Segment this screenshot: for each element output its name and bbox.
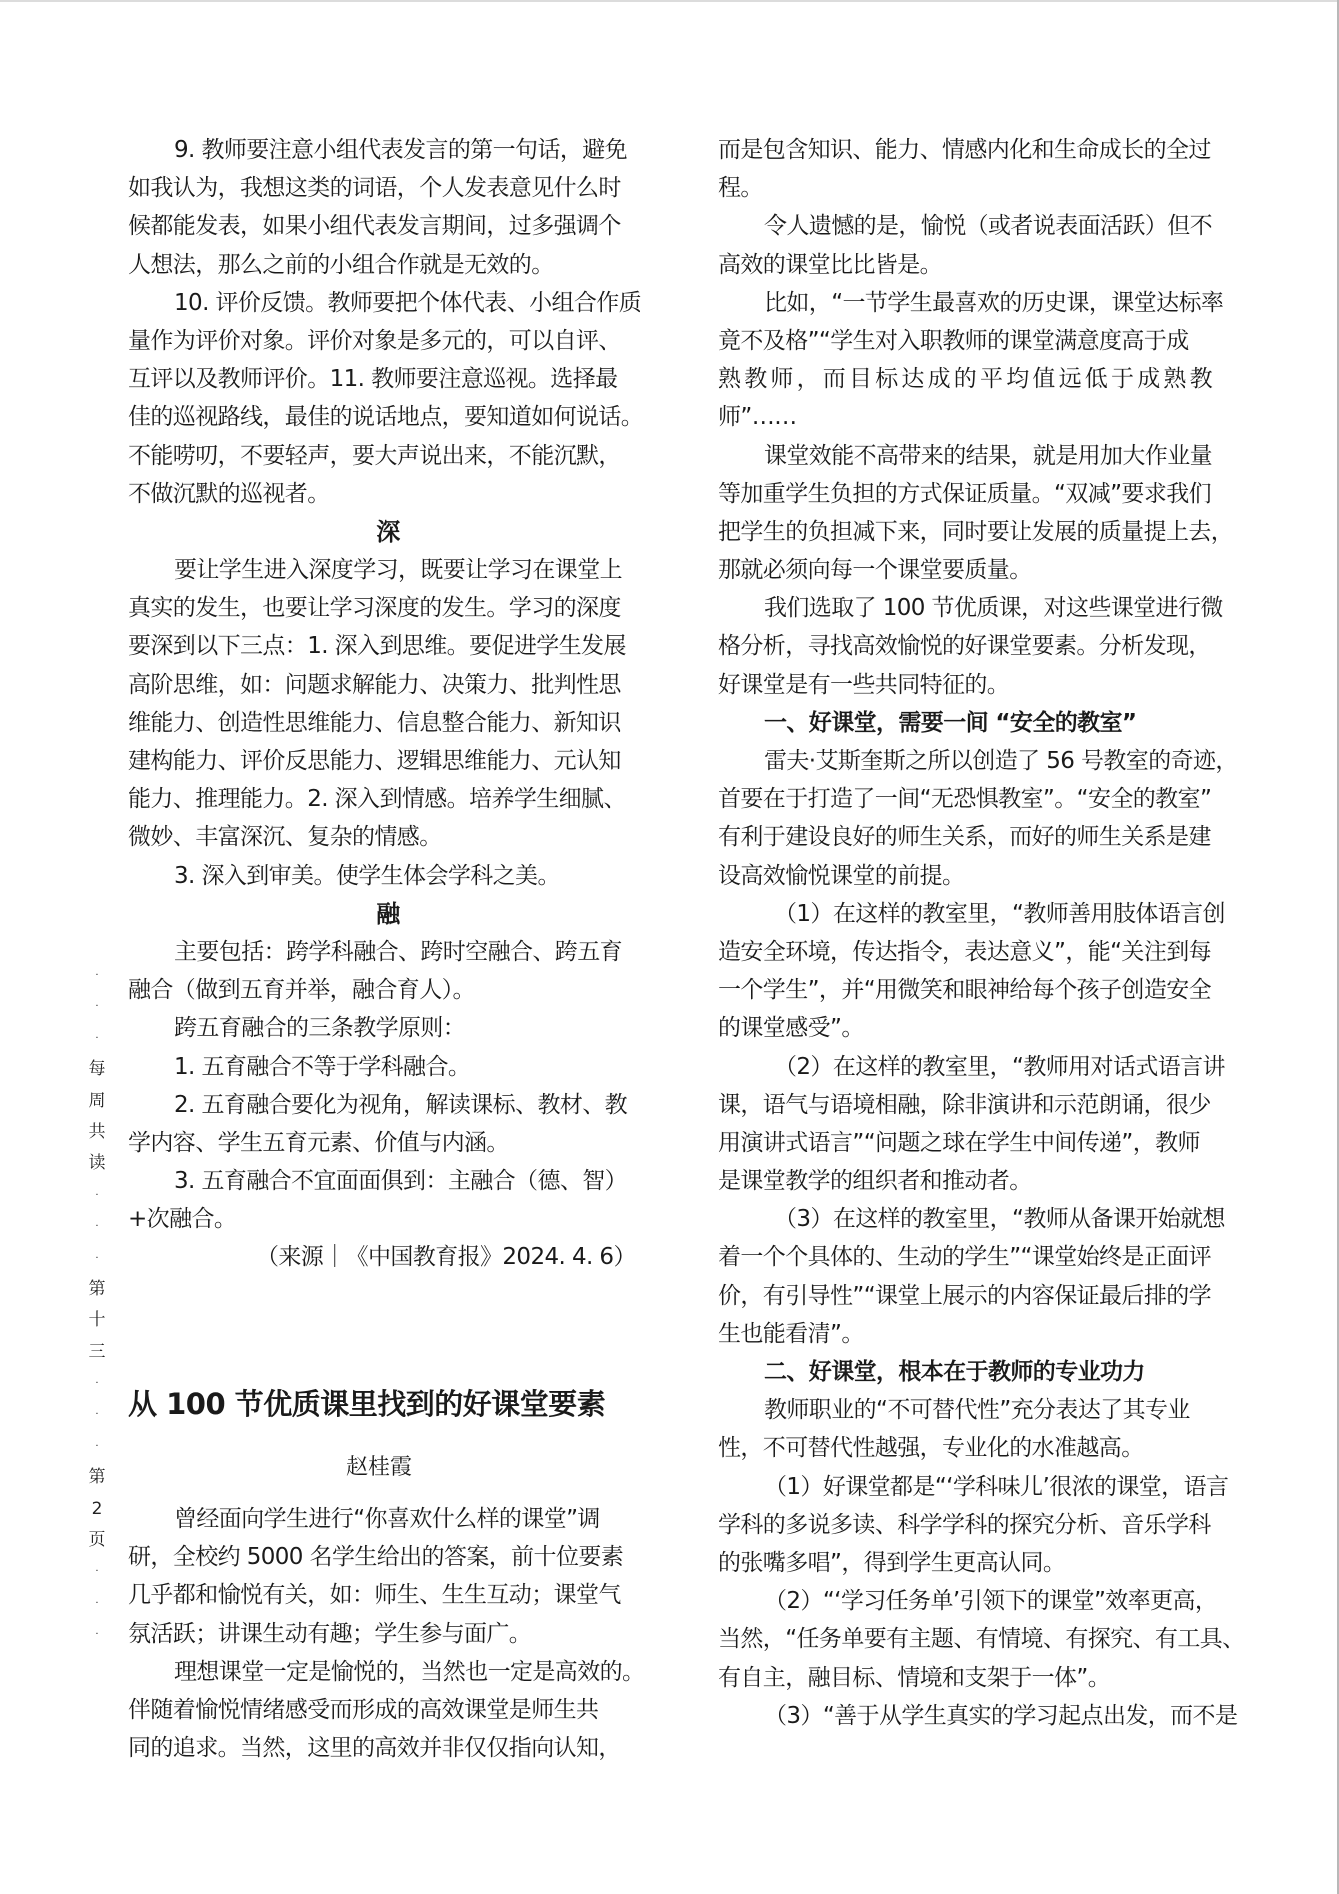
paragraph-survey [128,1500,648,1653]
paragraph-ideal-classroom [128,1653,648,1768]
text-line: 课，语气与语境相融，除非演讲和示范朗诵，很少 [718,1091,1211,1118]
text-line: 着一个个具体的、生动的学生”“课堂始终是正面评 [718,1244,1212,1271]
text-line: 我们选取了 100 节优质课，对这些课堂进行微 [764,595,1223,622]
section-heading-professional-skill: 二、好课堂，根本在于教师的专业功力 [764,1359,1145,1385]
text-line: 几乎都和愉悦有关，如：师生、生生互动；课堂气 [128,1582,621,1609]
text-line: 等加重学生负担的方式保证质量。“双减”要求我们 [718,480,1212,507]
text-line: 伴随着愉悦情绪感受而形成的高效课堂是师生共 [128,1696,599,1723]
text-line: 要深到以下三点：1. 深入到思维。要促进学生发展 [128,633,626,660]
text-line: 好课堂是有一些共同特征的。 [718,671,1010,698]
text-line: 曾经面向学生进行“你喜欢什么样的课堂”调 [174,1506,600,1532]
sidebar-dot: · [95,1378,99,1390]
text-line: 互评以及教师评价。11. 教师要注意巡视。选择最 [128,366,618,393]
text-line: 同的追求。当然，这里的高效并非仅仅指向认知， [128,1735,621,1762]
text-line: 价，有引导性”“课堂上展示的内容保证最后排的学 [718,1282,1212,1309]
text-line: 真实的发生，也要让学习深度的发生。学习的深度 [128,595,621,622]
paragraph-integration [128,933,648,1009]
text-line: 融合（做到五育并举，融合育人）。 [128,977,475,1004]
text-line: 设高效愉悦课堂的前提。 [718,862,965,889]
text-line: 理想课堂一定是愉悦的，当然也一定是高效的。 [174,1658,645,1685]
sub-item-2 [718,1582,1253,1697]
text-line: 造安全环境，传达指令，表达意义”，能“关注到每 [718,938,1212,965]
principle-3 [128,1162,648,1238]
text-line: 的课堂感受”。 [718,1015,864,1042]
paragraph-result [718,437,1253,590]
text-line: 不做沉默的巡视者。 [128,480,330,507]
sub-item-3 [718,1697,1253,1735]
paragraph-item-10-11 [128,284,648,513]
sidebar-dot: · [95,1629,99,1641]
sidebar-char: 十 [88,1310,106,1331]
text-line: 令人遗憾的是，愉悦（或者说表面活跃）但不 [764,213,1213,240]
text-line: 维能力、创造性思维能力、信息整合能力、新知识 [128,709,621,736]
paragraph-selection [718,589,1253,704]
text-line: 性，不可替代性越强，专业化的水准越高。 [718,1435,1144,1462]
paragraph-aesthetics: 3. 深入到审美。使学生体会学科之美。 [174,862,560,889]
sidebar-char: 页 [88,1530,106,1551]
section-heading-safe-classroom: 一、好课堂，需要一间 “安全的教室” [764,709,1137,736]
text-line: 高阶思维，如：问题求解能力、决策力、批判性思 [128,671,621,698]
sidebar-char: 每 [88,1059,106,1080]
text-line: 课堂效能不高带来的结果，就是用加大作业量 [764,442,1213,469]
sidebar-dot: · [95,970,99,981]
text-line: 用演讲式语言”“问题之球在学生中间传递”，教师 [718,1129,1200,1156]
sidebar-dot: · [95,1252,99,1264]
text-line: 而是包含知识、能力、情感内化和生命成长的全过 [718,137,1211,163]
text-line: 生也能看清”。 [718,1320,864,1347]
paragraph-regret [718,207,1253,283]
text-line: 10. 评价反馈。教师要把个体代表、小组合作质 [174,289,642,316]
text-line: 研，全校约 5000 名学生给出的答案，前十位要素 [128,1544,624,1571]
text-line: 格分析，寻找高效愉悦的好课堂要素。分析发现， [718,633,1211,660]
article-body-left [128,1500,648,1767]
text-line: 有自主，融目标、情境和支架于一体”。 [718,1664,1111,1691]
text-line: 能力、推理能力。2. 深入到情感。培养学生细腻、 [128,786,626,813]
text-line: 把学生的负担减下来，同时要让发展的质量提上去， [718,518,1234,545]
text-line: 主要包括：跨学科融合、跨时空融合、跨五育 [174,938,623,965]
text-line: 高效的课堂比比皆是。 [718,251,943,278]
text-line: 那就必须向每一个课堂要质量。 [718,557,1032,584]
sidebar-dot: · [95,1032,99,1044]
right-column [718,131,1253,1735]
sidebar-char: 周 [88,1090,106,1111]
text-line: 一个学生”，并“用微笑和眼神给每个孩子创造安全 [718,977,1212,1004]
text-line: （3）在这样的教室里，“教师从备课开始就想 [774,1206,1225,1233]
article-title: 从 100 节优质课里找到的好课堂要素 [128,1387,606,1421]
sidebar-dot: · [95,1597,99,1609]
text-line: 的张嘴多唱”，得到学生更高认同。 [718,1549,1066,1576]
text-line: 9. 教师要注意小组代表发言的第一句话，避免 [174,137,628,163]
sidebar-dot: · [95,1440,99,1452]
text-line: 建构能力、评价反思能力、逻辑思维能力、元认知 [128,748,621,774]
sidebar-dot: · [95,1409,99,1421]
text-line: 3. 五育融合不宜面面俱到：主融合（德、智） [174,1168,628,1195]
text-line: 雷夫·艾斯奎斯之所以创造了 56 号教室的奇迹， [764,748,1238,774]
sub-item-1 [718,1468,1253,1583]
text-line: 佳的巡视路线，最佳的说话地点，要知道如何说话。 [128,404,644,431]
text-line: 微妙、丰富深沉、复杂的情感。 [128,824,442,851]
principle-2 [128,1086,648,1162]
paragraph-item-9 [128,131,648,284]
text-line: 2. 五育融合要化为视角，解读课标、教材、教 [174,1091,628,1118]
text-line: 氛活跃；讲课生动有趣；学生参与面广。 [128,1620,532,1647]
page-top-border [0,0,1339,2]
text-line: 有利于建设良好的师生关系，而好的师生关系是建 [718,824,1211,851]
text-line: 是课堂教学的组织者和推动者。 [718,1168,1032,1195]
sidebar-dot: · [95,1221,99,1233]
list-item-3 [718,1200,1253,1353]
text-line: （2）在这样的教室里，“教师用对话式语言讲 [774,1053,1225,1080]
sidebar-dot: · [95,1001,99,1013]
sidebar-char: 第 [88,1278,106,1299]
text-line: 当然，“任务单要有主题、有情境、有探究、有工具、 [718,1626,1245,1653]
text-line: 熟教师，而目标达成的平均值远低于成熟教 [718,366,1216,393]
principle-1: 1. 五育融合不等于学科融合。 [174,1053,471,1080]
text-line: 首要在于打造了一间“无恐惧教室”。“安全的教室” [718,786,1212,813]
sidebar-dot: · [95,1566,99,1578]
paragraph-deep-learning [128,551,648,857]
text-line: 竟不及格”“学生对入职教师的课堂满意度高于成 [718,327,1189,354]
text-line: （2）“‘学习任务单’引领下的课堂”效率更高， [764,1588,1218,1615]
paragraph-rafe [718,742,1253,895]
list-item-2 [718,1048,1253,1201]
text-line: 量作为评价对象。评价对象是多元的，可以自评、 [128,327,621,354]
text-line: （3）“善于从学生真实的学习起点出发，而不是 [764,1702,1238,1729]
text-line: 人想法，那么之前的小组合作就是无效的。 [128,251,554,278]
section-heading-rong: 融 [376,899,400,928]
text-line: 学科的多说多读、科学学科的探究分析、音乐学科 [718,1511,1211,1538]
section-heading-shen: 深 [376,517,400,546]
paragraph-continued [718,131,1253,207]
sidebar-dot: · [95,1189,99,1201]
text-line: 教师职业的“不可替代性”充分表达了其专业 [764,1397,1190,1424]
text-line: （1）在这样的教室里，“教师善用肢体语言创 [774,900,1225,927]
left-column [128,131,648,1277]
sidebar-char: 读 [88,1153,106,1174]
text-line: 学内容、学生五育元素、价值与内涵。 [128,1129,509,1156]
text-line: 如我认为，我想这类的词语，个人发表意见什么时 [128,175,621,202]
sidebar-char: 第 [88,1467,106,1488]
sidebar-char: 共 [88,1121,106,1142]
sidebar-char: 三 [88,1341,106,1362]
vertical-issue-label [85,960,109,1651]
article-author: 赵桂霞 [346,1455,413,1480]
text-line: 程。 [718,175,763,202]
text-line: +次融合。 [128,1206,237,1233]
text-line: 不能唠叨，不要轻声，要大声说出来，不能沉默， [128,442,621,469]
text-line: （1）好课堂都是“‘学科味儿’很浓的课堂，语言 [764,1473,1229,1500]
text-line: 师”…… [718,404,797,431]
paragraph-professional [718,1391,1253,1467]
text-line: 比如，“一节学生最喜欢的历史课，课堂达标率 [764,289,1224,316]
list-item-1 [718,895,1253,1048]
paragraph-example [718,284,1253,437]
principles-intro: 跨五育融合的三条教学原则： [174,1015,466,1042]
source-citation: （来源｜《中国教育报》2024. 4. 6） [256,1244,636,1271]
text-line: 候都能发表，如果小组代表发言期间，过多强调个 [128,213,621,240]
text-line: 要让学生进入深度学习，既要让学习在课堂上 [174,557,623,584]
sidebar-char: 2 [91,1498,103,1519]
